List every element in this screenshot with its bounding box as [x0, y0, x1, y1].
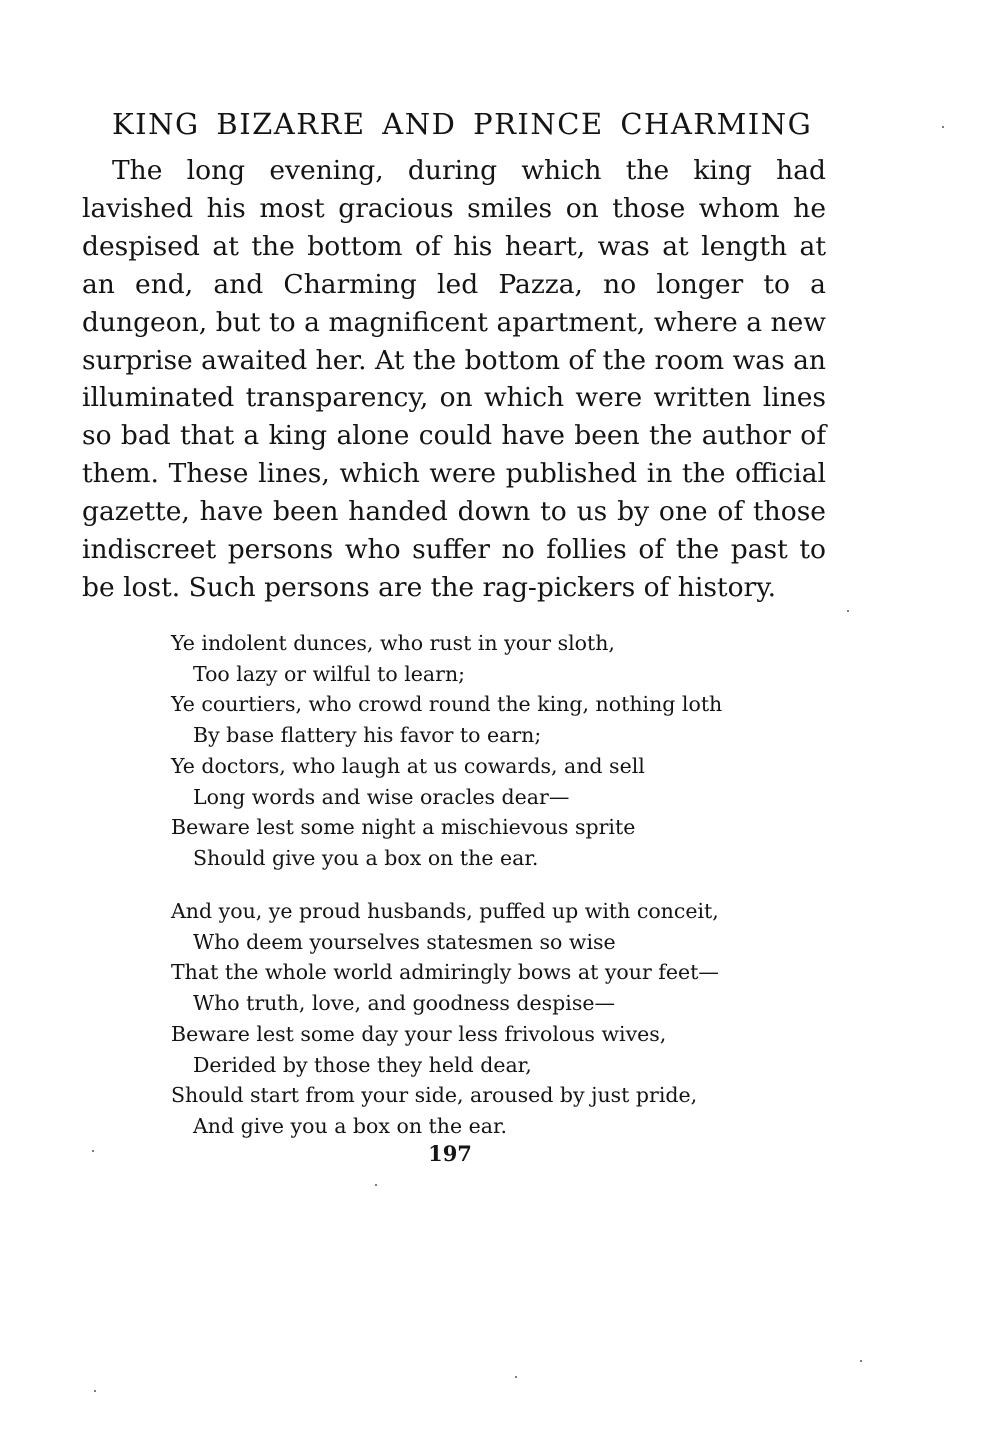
verse-line: By base flattery his favor to earn; — [193, 723, 542, 748]
verse-line: Ye courtiers, who crowd round the king, nothing loth — [171, 692, 723, 717]
verse-line: Too lazy or wilful to learn; — [193, 661, 466, 686]
verse-line: Beware lest some day your less frivolous wives, — [171, 1021, 667, 1046]
scan-speck — [515, 1376, 517, 1378]
poem-stanza-2 — [171, 896, 811, 1142]
scan-speck — [375, 1184, 377, 1186]
body-paragraph: The long evening, during which the king had lavished his most gracious smiles on those whom he despised at the bottom of his heart, was at length at an end, and Charming led Pazza, no longer to a dungeon, but to a magnificent apartment, where a new surprise awaited her. At the bottom of the room was an illuminated transparency, on which were written lines so bad that a king alone could have been the author of them. These lines, which were published in the official gazette, have been handed down to us by one of those indiscreet persons who suffer no follies of the past to be lost. Such persons are the rag-pickers of history. — [82, 155, 826, 603]
scan-speck — [942, 126, 944, 128]
verse-line: Who deem yourselves statesmen so wise — [193, 929, 616, 954]
scan-speck — [92, 1150, 94, 1152]
verse-line: Should give you a box on the ear. — [193, 845, 539, 870]
page-number: 197 — [428, 1141, 472, 1166]
verse-line: Beware lest some night a mischievous sprite — [171, 815, 636, 840]
verse-line: Ye doctors, who laugh at us cowards, and sell — [171, 753, 645, 778]
poem-stanza-1 — [171, 628, 811, 874]
verse-line: And give you a box on the ear. — [193, 1113, 508, 1138]
verse-line: Ye indolent dunces, who rust in your sloth, — [171, 631, 615, 655]
scan-speck — [847, 610, 849, 612]
running-head: KING BIZARRE AND PRINCE CHARMING — [112, 107, 813, 141]
verse-line: Long words and wise oracles dear— — [193, 784, 570, 809]
scan-speck — [860, 1360, 862, 1362]
verse-line: Derided by those they held dear, — [193, 1052, 532, 1077]
verse-line: Should start from your side, aroused by just pride, — [171, 1083, 698, 1108]
verse-line: Who truth, love, and goodness despise— — [193, 991, 615, 1016]
verse-line: That the whole world admiringly bows at your feet— — [171, 960, 719, 985]
scan-speck — [94, 1390, 96, 1392]
verse-line: And you, ye proud husbands, puffed up with conceit, — [171, 899, 719, 923]
